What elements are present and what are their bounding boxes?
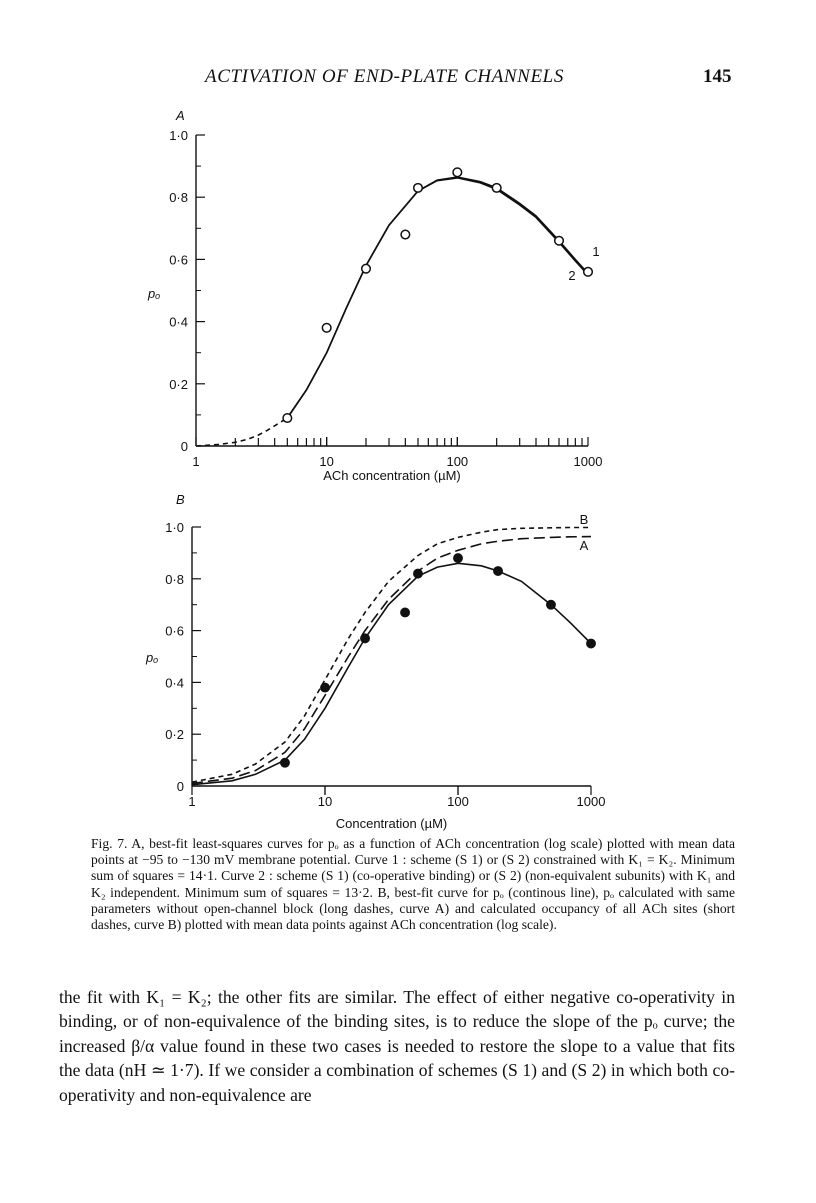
- chart-panel-b: [0, 490, 816, 835]
- y-axis-label: pₒ: [148, 286, 161, 301]
- curve-label: 1: [592, 244, 600, 259]
- page-header: [0, 66, 816, 96]
- y-tick-label: 0: [176, 779, 184, 794]
- series-line-curve-extrapolation: [196, 418, 287, 446]
- running-title: ACTIVATION OF END-PLATE CHANNELS: [205, 66, 564, 87]
- y-tick-label: 0: [180, 439, 188, 454]
- data-point: [321, 683, 329, 691]
- y-tick-label: 0·6: [169, 252, 188, 268]
- series-line-curve-2: [287, 178, 588, 418]
- data-point: [401, 230, 410, 239]
- data-point: [547, 601, 555, 609]
- x-axis-label: ACh concentration (µM): [323, 468, 461, 483]
- page-number: 145: [703, 66, 732, 87]
- y-axis-label: pₒ: [146, 650, 159, 665]
- data-point: [362, 264, 371, 273]
- data-point: [414, 184, 423, 193]
- panel-label: B: [176, 492, 185, 507]
- data-point: [454, 554, 462, 562]
- x-tick-label: 10: [317, 794, 333, 809]
- data-point: [555, 236, 564, 245]
- curve-label: 2: [568, 268, 576, 283]
- curve-label: B: [579, 512, 589, 527]
- y-tick-label: 0·8: [169, 190, 188, 206]
- y-tick-label: 0·8: [165, 571, 184, 587]
- data-point: [453, 168, 462, 177]
- chart-panel-a: [0, 100, 816, 485]
- y-tick-label: 0·4: [169, 314, 188, 330]
- x-tick-label: 1: [192, 454, 200, 469]
- data-point: [322, 324, 331, 333]
- x-tick-label: 100: [447, 794, 469, 809]
- series-line-curve-a: [192, 537, 591, 784]
- y-tick-label: 1·0: [169, 128, 188, 143]
- curve-label: A: [579, 538, 589, 553]
- data-point: [283, 414, 292, 423]
- body-text: [59, 985, 735, 1107]
- data-point: [414, 569, 422, 577]
- figure-caption: Fig. 7. A, best-fit least-squares curves for pₒ as a function of ACh concentration (log scale) plotted with mean data points at −95 to −130 mV membrane potential. Curve 1 : scheme (S 1) or (S 2) constrained with K₁ = K₂. Minimum sum of squares = 14·1. Curve 2 : scheme (S 1) (co-operative binding) or (S 2) (non-equivalent subunits) with K₁ and K₂ independent. Minimum sum of squares = 13·2. B, best-fit curve for pₒ (continous line), pₒ calculated with same parameters without open-channel block (long dashes, curve A) and calculated occupancy of all ACh sites (short dashes, curve B) plotted with mean data points against ACh concentration (log scale).: [91, 836, 735, 933]
- data-point: [281, 758, 289, 766]
- data-point: [361, 634, 369, 642]
- data-point: [584, 268, 593, 277]
- y-tick-label: 0·6: [165, 623, 184, 639]
- y-tick-label: 0·2: [169, 376, 188, 392]
- data-point: [494, 567, 502, 575]
- data-point: [401, 608, 409, 616]
- y-tick-label: 0·2: [165, 727, 184, 743]
- series-line-curve-1: [287, 177, 588, 418]
- x-tick-label: 1000: [573, 454, 603, 469]
- x-tick-label: 1: [188, 794, 196, 809]
- x-tick-label: 100: [446, 454, 469, 469]
- panel-label: A: [176, 108, 185, 123]
- series-line-curve-b: [192, 528, 591, 783]
- y-tick-label: 0·4: [165, 675, 184, 691]
- data-point: [587, 639, 595, 647]
- x-tick-label: 10: [319, 454, 334, 469]
- y-tick-label: 1·0: [165, 520, 184, 535]
- x-tick-label: 1000: [576, 794, 606, 809]
- body-paragraph: the fit with K₁ = K₂; the other fits are similar. The effect of either negative co-operativity in binding, or of non-equivalence of the binding sites, is to reduce the slope of the pₒ curve; the increased β/α value found in these two cases is needed to restore the slope to a value that fits the data (nH ≃ 1·7). If we consider a combination of schemes (S 1) and (S 2) in which both co-operativity and non-equivalence are: [59, 987, 735, 1105]
- data-point: [492, 184, 501, 193]
- x-axis-label: Concentration (µM): [335, 816, 448, 831]
